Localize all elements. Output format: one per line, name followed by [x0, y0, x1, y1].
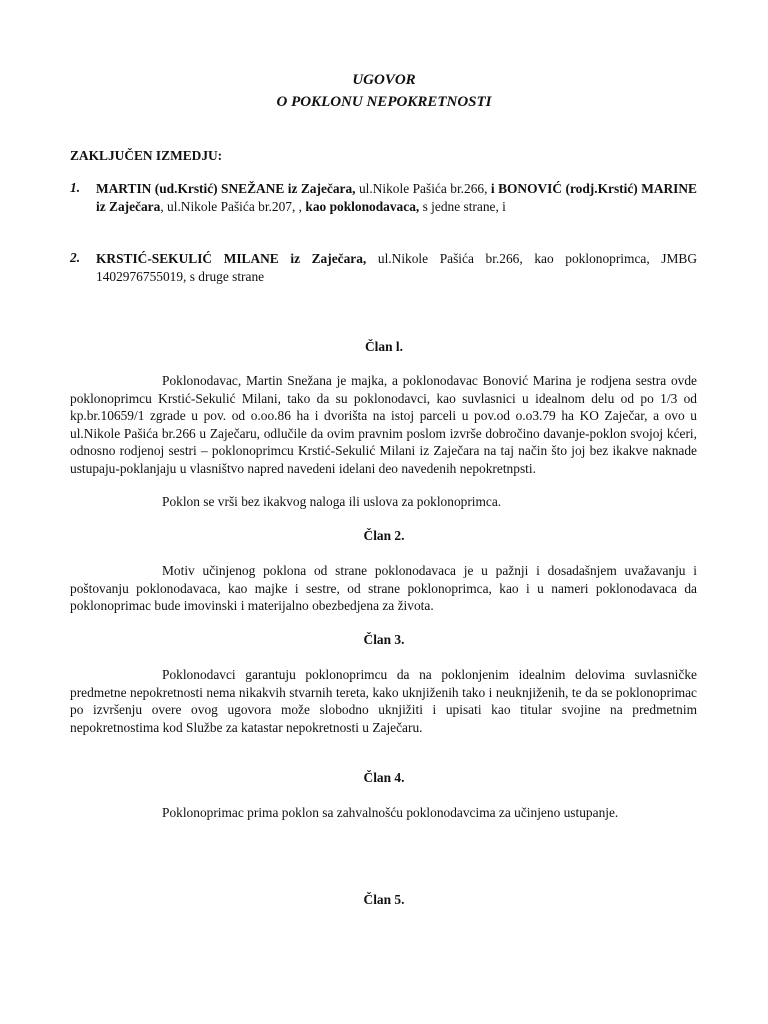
- article-paragraph: Motiv učinjenog poklona od strane poklonodavaca je u pažnji i dosadašnjem uvažavanju i poštovanju poklonodavaca, kao majke i sestre, od strane poklonoprimca, kao i u nameri poklonodavaca da poklonoprimac bude imovinski i materijalno obezbedjena za života.: [70, 563, 697, 614]
- article-heading: Član 2.: [363, 528, 405, 543]
- party-number: 2.: [70, 250, 81, 265]
- concluded-between-label: ZAKLJUČEN IZMEDJU:: [70, 148, 223, 163]
- party-2: [96, 250, 697, 285]
- party-1-name: MARTIN (ud.Krstić) SNEŽANE iz Zaječara,: [96, 181, 356, 196]
- document-title: UGOVOR: [352, 72, 416, 88]
- article-paragraph: Poklonoprimac prima poklon sa zahvalnošću poklonodavcima za učinjeno ustupanje.: [162, 805, 619, 820]
- article-heading: Član 5.: [363, 892, 405, 907]
- article-paragraph: Poklon se vrši bez ikakvog naloga ili uslova za poklonoprimca.: [162, 494, 502, 509]
- party-2-details: ul.Nikole Pašića br.266, kao poklonoprimca, JMBG 1402976755019, s druge strane: [96, 251, 698, 284]
- article-heading: Član 3.: [363, 632, 405, 647]
- article-heading: Član l.: [365, 339, 403, 354]
- document-subtitle: O POKLONU NEPOKRETNOSTI: [276, 94, 492, 110]
- party-1-second-address: , ul.Nikole Pašića br.207, ,: [160, 198, 306, 214]
- party-1-role: kao poklonodavaca,: [305, 198, 420, 214]
- party-1-second-name: i BONOVIĆ (rodj.Krstić) MARINE iz Zaječara: [96, 181, 697, 214]
- party-1-address: ul.Nikole Pašića br.266,: [355, 181, 491, 196]
- article-heading: Član 4.: [363, 770, 405, 785]
- party-2-name: KRSTIĆ-SEKULIĆ MILANE iz Zaječara,: [96, 251, 367, 266]
- party-1-tail: s jedne strane, i: [419, 198, 506, 214]
- party-number: 1.: [70, 180, 81, 195]
- party-1: [96, 180, 697, 215]
- article-paragraph: Poklonodavci garantuju poklonoprimcu da na poklonjenim idealnim delovima suvlasničke predmetne nepokretnosti nema nikakvih stvarnih tereta, kako uknjiženih tako i neuknjiženih, te da se poklonoprimac po izvršenju overe ovog ugovora može slobodno uknjižiti i upisati kao titular svojine na predmetnim nepokretnostima kod Službe za katastar nepokretnosti u Zaječaru.: [70, 667, 697, 735]
- article-paragraph: Poklonodavac, Martin Snežana je majka, a poklonodavac Bonović Marina je rodjena sestra ovde poklonoprimcu Krstić-Sekulić Milani, tako da su poklonodavci, kao suvlasnici u idealnom delu od po 1/3 od kp.br.10659/1 zgrade u pov. od o.oo.86 ha i dvorišta na istoj parceli u pov.od o.o3.79 ha KO Zaječar, a ovo u ul.Nikole Pašića br.266 u Zaječaru, odlučile da ovim pravnim poslom izvrše dobročino davanje-poklon svojoj kćeri, odnosno rodjenoj sestri – poklonoprimcu Krstić-Sekulić Milani iz Zaječara na taj način što joj bez ikakve naknade ustupaju-poklanjaju u vlasništvo napred navedeni idelani deo navedenih nepokretnpsti.: [70, 373, 697, 476]
